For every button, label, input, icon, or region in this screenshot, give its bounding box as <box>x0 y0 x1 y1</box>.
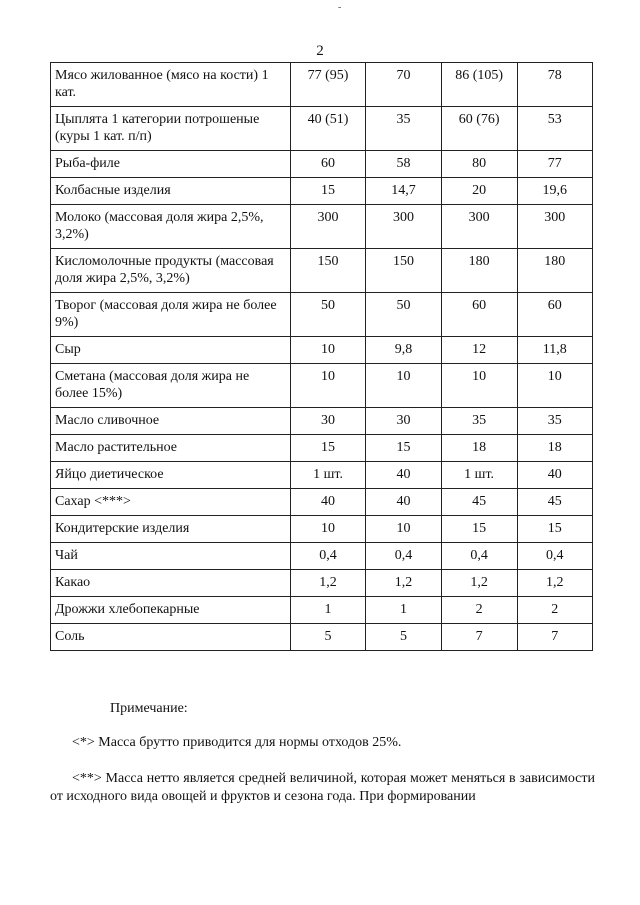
value-cell: 7 <box>441 624 517 651</box>
value-cell: 40 <box>366 489 441 516</box>
value-cell: 15 <box>290 435 365 462</box>
table-row <box>51 570 593 597</box>
value-cell: 300 <box>366 205 441 249</box>
note-item: <*> Масса брутто приводится для нормы отходов 25%. <box>72 735 402 750</box>
value-cell: 10 <box>366 516 441 543</box>
value-cell: 1 <box>366 597 441 624</box>
product-name-cell: Кисломолочные продукты (массовая доля жира 2,5%, 3,2%) <box>51 249 291 293</box>
value-cell: 45 <box>441 489 517 516</box>
value-cell: 60 <box>441 293 517 337</box>
value-cell: 60 (76) <box>441 107 517 151</box>
value-cell: 0,4 <box>290 543 365 570</box>
table-row <box>51 435 593 462</box>
product-name-cell: Масло растительное <box>51 435 291 462</box>
table-row <box>51 178 593 205</box>
value-cell: 10 <box>517 364 593 408</box>
value-cell: 40 <box>366 462 441 489</box>
notes-section <box>50 700 595 824</box>
table-row <box>51 63 593 107</box>
value-cell: 80 <box>441 151 517 178</box>
value-cell: 10 <box>290 364 365 408</box>
value-cell: 1,2 <box>441 570 517 597</box>
value-cell: 1 шт. <box>441 462 517 489</box>
value-cell: 40 <box>517 462 593 489</box>
value-cell: 58 <box>366 151 441 178</box>
table-row <box>51 597 593 624</box>
value-cell: 0,4 <box>441 543 517 570</box>
value-cell: 40 <box>290 489 365 516</box>
value-cell: 60 <box>517 293 593 337</box>
value-cell: 15 <box>366 435 441 462</box>
value-cell: 35 <box>441 408 517 435</box>
value-cell: 180 <box>441 249 517 293</box>
value-cell: 15 <box>441 516 517 543</box>
product-name-cell: Соль <box>51 624 291 651</box>
value-cell: 1 <box>290 597 365 624</box>
value-cell: 78 <box>517 63 593 107</box>
value-cell: 14,7 <box>366 178 441 205</box>
value-cell: 300 <box>441 205 517 249</box>
table-body <box>51 63 593 651</box>
table-row <box>51 462 593 489</box>
notes-title: Примечание: <box>110 701 188 716</box>
table-row <box>51 205 593 249</box>
table-row <box>51 543 593 570</box>
value-cell: 180 <box>517 249 593 293</box>
value-cell: 35 <box>366 107 441 151</box>
product-name-cell: Молоко (массовая доля жира 2,5%, 3,2%) <box>51 205 291 249</box>
note-item: <**> Масса нетто является средней величиной, которая может меняться в зависимости от исходного вида овощей и фруктов и сезона года. При формировании <box>50 771 595 804</box>
value-cell: 300 <box>517 205 593 249</box>
value-cell: 300 <box>290 205 365 249</box>
value-cell: 11,8 <box>517 337 593 364</box>
value-cell: 5 <box>366 624 441 651</box>
value-cell: 0,4 <box>517 543 593 570</box>
table-row <box>51 293 593 337</box>
value-cell: 5 <box>290 624 365 651</box>
value-cell: 77 (95) <box>290 63 365 107</box>
value-cell: 45 <box>517 489 593 516</box>
value-cell: 30 <box>290 408 365 435</box>
value-cell: 18 <box>441 435 517 462</box>
value-cell: 150 <box>366 249 441 293</box>
value-cell: 18 <box>517 435 593 462</box>
product-name-cell: Яйцо диетическое <box>51 462 291 489</box>
value-cell: 2 <box>517 597 593 624</box>
value-cell: 150 <box>290 249 365 293</box>
food-norms-table <box>50 62 593 651</box>
value-cell: 35 <box>517 408 593 435</box>
product-name-cell: Чай <box>51 543 291 570</box>
product-name-cell: Дрожжи хлебопекарные <box>51 597 291 624</box>
value-cell: 60 <box>290 151 365 178</box>
value-cell: 86 (105) <box>441 63 517 107</box>
value-cell: 50 <box>290 293 365 337</box>
table-row <box>51 107 593 151</box>
table-row <box>51 516 593 543</box>
value-cell: 10 <box>290 337 365 364</box>
value-cell: 12 <box>441 337 517 364</box>
value-cell: 0,4 <box>366 543 441 570</box>
value-cell: 9,8 <box>366 337 441 364</box>
value-cell: 20 <box>441 178 517 205</box>
table-row <box>51 364 593 408</box>
scan-mark: - <box>338 2 342 13</box>
value-cell: 53 <box>517 107 593 151</box>
value-cell: 10 <box>290 516 365 543</box>
product-name-cell: Мясо жилованное (мясо на кости) 1 кат. <box>51 63 291 107</box>
table-row <box>51 249 593 293</box>
product-name-cell: Сахар <***> <box>51 489 291 516</box>
value-cell: 1 шт. <box>290 462 365 489</box>
table-row <box>51 151 593 178</box>
value-cell: 1,2 <box>517 570 593 597</box>
page-number: 2 <box>316 43 324 59</box>
product-name-cell: Цыплята 1 категории потрошеные (куры 1 кат. п/п) <box>51 107 291 151</box>
value-cell: 1,2 <box>366 570 441 597</box>
value-cell: 50 <box>366 293 441 337</box>
value-cell: 2 <box>441 597 517 624</box>
value-cell: 7 <box>517 624 593 651</box>
value-cell: 70 <box>366 63 441 107</box>
product-name-cell: Колбасные изделия <box>51 178 291 205</box>
product-name-cell: Творог (массовая доля жира не более 9%) <box>51 293 291 337</box>
product-name-cell: Рыба-филе <box>51 151 291 178</box>
value-cell: 30 <box>366 408 441 435</box>
value-cell: 15 <box>290 178 365 205</box>
table-row <box>51 489 593 516</box>
value-cell: 10 <box>366 364 441 408</box>
value-cell: 1,2 <box>290 570 365 597</box>
product-name-cell: Сыр <box>51 337 291 364</box>
table-row <box>51 337 593 364</box>
table-row <box>51 624 593 651</box>
value-cell: 40 (51) <box>290 107 365 151</box>
value-cell: 19,6 <box>517 178 593 205</box>
product-name-cell: Сметана (массовая доля жира не более 15%) <box>51 364 291 408</box>
table-row <box>51 408 593 435</box>
product-name-cell: Масло сливочное <box>51 408 291 435</box>
value-cell: 15 <box>517 516 593 543</box>
product-name-cell: Какао <box>51 570 291 597</box>
value-cell: 77 <box>517 151 593 178</box>
value-cell: 10 <box>441 364 517 408</box>
product-name-cell: Кондитерские изделия <box>51 516 291 543</box>
